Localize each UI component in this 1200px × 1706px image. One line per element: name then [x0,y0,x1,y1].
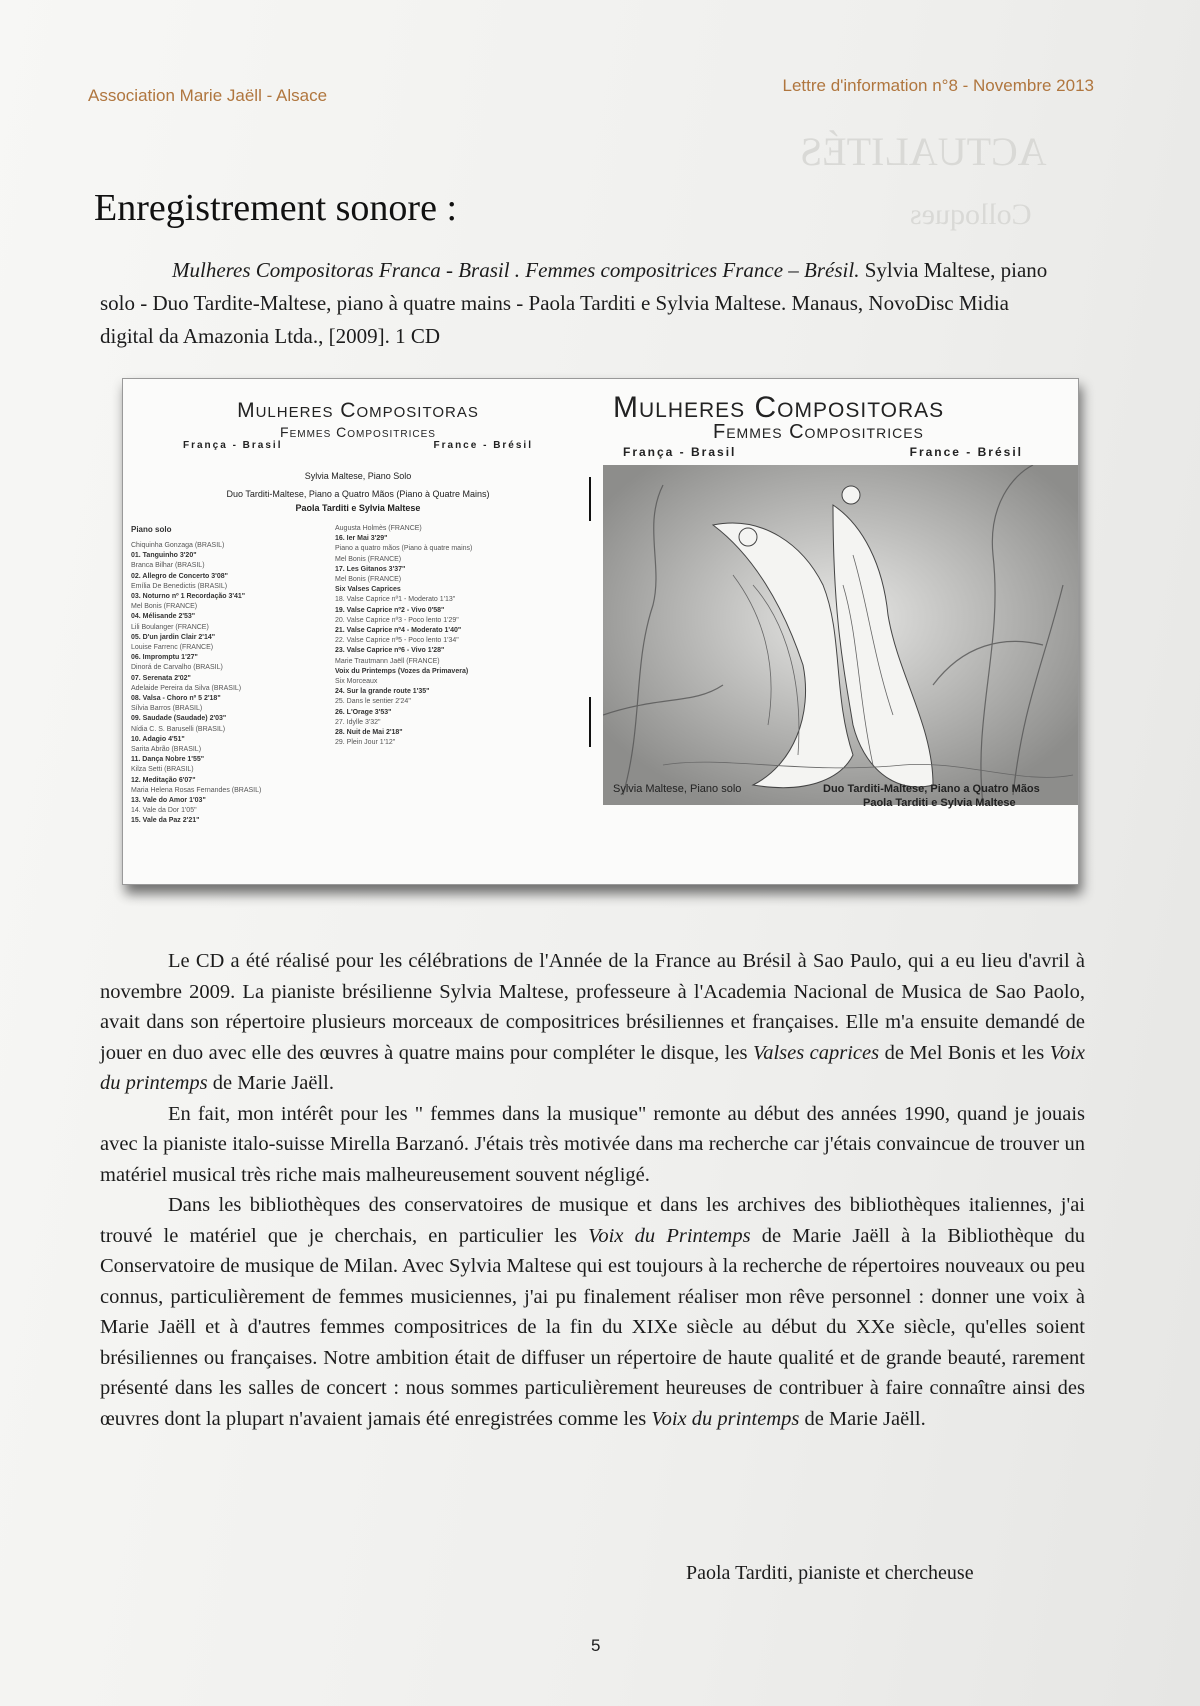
track-col2-4: Mel Bonis (FRANCE) [335,555,402,563]
para3-italic-voix-2: Voix du printemps [651,1407,800,1430]
track-col2-21: 26. L'Orage 3'53" [335,708,392,716]
fold-mark-bottom [589,697,591,747]
bleed-through-heading: ACTUALITÉS [800,129,1047,174]
front-countries [623,445,1023,459]
track-col2-18: Six Morceaux [335,678,378,686]
track-col2-13: 23. Valse Caprice nº6 - Vivo 1'28" [335,647,445,655]
track-col1-1: 01. Tanguinho 3'20" [131,552,197,560]
citation [100,254,1060,353]
track-col1-26: 14. Vale da Dor 1'05" [131,807,197,815]
front-performer-solo: Sylvia Maltese, Piano solo [613,783,742,795]
track-col1-6: Mel Bonis (FRANCE) [131,603,198,611]
track-col2-2: Piano a quatro mãos (Piano à quatre mains) [335,545,473,553]
front-title: Mulheres Compositoras [613,391,945,424]
front-subtitle: Femmes Compositrices [713,421,924,443]
track-col1-13: 07. Serenata 2'02" [131,674,191,682]
back-line-names: Paola Tarditi e Sylvia Maltese [295,503,421,513]
para3-text-c: de Marie Jaëll. [799,1407,926,1430]
back-subtitle: Femmes Compositrices [280,424,436,440]
para3-text-a: Dans les bibliothèques des conservatoires de musique et dans les archives des bibliothèques italiennes, j'ai trouvé le matériel que je cherchais, en particulier les [100,1194,1085,1247]
paragraph-3 [100,1190,1085,1434]
para1-text-a: Le CD a été réalisé pour les célébrations de l'Année de la France au Brésil à Sao Paulo, qui a eu lieu d'avril à novembre 2009. La pianiste brésilienne Sylvia Maltese, professeure à l'Academia Nacional de Musica de Sao Paolo, avait dans son répertoire plusieurs morceaux de compositrices brésiliennes et françaises. Elle m'a ensuite demandé de jouer en duo avec elle des œuvres à quatre mains pour compléter le disque, les [100,950,1085,1064]
track-col1-20: Sarita Abrão (BRASIL) [131,746,202,754]
citation-details: Sylvia Maltese, piano solo - Duo Tardite-Maltese, piano à quatre mains - Paola Tarditi e Sylvia Maltese. Manaus, NovoDisc Midia digital da Amazonia Ltda., [2009]. 1 CD [100,258,1048,348]
track-col1-9: 05. D'un jardin Clair 2'14" [131,633,216,641]
para1-italic-valses: Valses caprices [752,1041,880,1064]
track-col1-27: 15. Vale da Paz 2'21" [131,817,200,825]
track-col1-18: Nídia C. S. Baruselli (BRASIL) [131,725,226,733]
front-performer-duo: Duo Tarditi-Maltese, Piano a Quatro Mãos [823,783,1040,795]
para1-italic-voix: Voix du printemps [100,1041,1085,1094]
fold-mark-top [589,477,591,521]
track-col1-8: Lili Boulanger (FRANCE) [131,623,209,631]
track-col1-5: 03. Noturno nº 1 Recordação 3'41" [131,593,246,601]
track-col2-0: Augusta Holmès (FRANCE) [335,525,422,532]
citation-title: Mulheres Compositoras Franca - Brasil . Femmes compositrices France – Brésil. [172,258,860,282]
track-col2-17: Voix du Printemps (Vozes da Primavera) [335,667,469,675]
signature: Paola Tarditi, pianiste et chercheuse [686,1562,974,1584]
track-col1-7: 04. Mélisande 2'53" [131,613,196,621]
front-country-left: França - Brasil [623,445,737,459]
back-line-duo: Duo Tarditi-Maltese, Piano a Quatro Mãos (Piano à Quatre Mains) [226,489,490,499]
track-col2-23: 28. Nuit de Mai 2'18" [335,729,403,737]
para3-italic-voix: Voix du Printemps [588,1224,751,1247]
track-col1-15: 08. Valsa - Choro nº 5 2'18" [131,695,221,703]
track-col2-7: Six Valses Caprices [335,586,401,594]
para3-text-b: de Marie Jaëll à la Bibliothèque du Conservatoire de musique de Milan. Avec Sylvia Maltese qui est toujours à la recherche de répertoires nouveaux ou peu connus, particulièrement de femmes musiciennes, j'ai pu finalement réaliser mon rêve personnel : donner une voix à Marie Jaëll et à d'autres femmes compositrices de la fin du XIXe siècle au début du XXe siècle, qu'elles soient brésiliennes ou françaises. Notre ambition était de diffuser un répertoire de haute qualité et de grande beauté, rarement présenté dans les salles de concert : nous sommes particulièrement heureuses de contribuer à faire connaître ainsi des œuvres dont la plupart n'avaient jamais été enregistrées comme les [100,1224,1085,1430]
back-country-left: França - Brasil [183,440,283,451]
track-col2-24: 29. Plein Jour 1'12" [335,739,396,747]
track-col1-17: 09. Saudade (Saudade) 2'03" [131,715,227,723]
page-number: 5 [591,1636,601,1655]
front-performer-names: Paola Tarditi e Sylvia Maltese [863,797,1016,809]
track-col1-4: Emília De Benedictis (BRASIL) [131,582,228,590]
front-country-right: France - Brésil [909,445,1023,459]
track-col1-16: Sílvia Barros (BRASIL) [131,705,203,713]
track-col2-5: 17. Les Gitanos 3'37" [335,565,406,573]
track-col1-22: Kilza Setti (BRASIL) [131,766,194,774]
cd-cover-image [122,378,1079,885]
paragraph-1 [100,946,1085,1099]
track-col2-6: Mel Bonis (FRANCE) [335,576,402,584]
back-section-solo: Piano solo [131,525,172,534]
track-col1-14: Adelaide Pereira da Silva (BRASIL) [131,684,242,692]
paragraph-2: En fait, mon intérêt pour les " femmes dans la musique" remonte au début des années 1990, quand je jouais avec la pianiste italo-suisse Mirella Barzanó. J'étais très motivée dans ma recherche car j'étais convaincue de trouver un matériel musical très riche mais malheureusement souvent négligé. [100,1102,1085,1186]
track-col1-25: 13. Vale do Amor 1'03" [131,797,206,805]
back-line-solo: Sylvia Maltese, Piano Solo [304,471,412,481]
track-col1-10: Louise Farrenc (FRANCE) [131,644,214,652]
back-title: Mulheres Compositoras [237,399,479,422]
track-col2-22: 27. Idylle 3'32" [335,718,381,726]
track-list-col1 [131,541,261,827]
para1-text-c: de Marie Jaëll. [207,1072,334,1094]
back-country-right: France - Brésil [433,440,533,451]
track-col2-11: 21. Valse Caprice nº4 - Moderato 1'40" [335,627,462,635]
cd-front-cover [603,379,1078,884]
header-association: Association Marie Jaëll - Alsace [88,86,328,105]
track-col1-0: Chiquinha Gonzaga (BRASIL) [131,542,225,549]
back-countries [183,440,533,451]
track-list-col2 [335,524,472,748]
track-col1-3: 02. Allegro de Concerto 3'08" [131,572,228,580]
cd-back-cover [123,379,593,884]
track-col2-20: 25. Dans le sentier 2'24" [335,698,411,706]
track-col2-1: 16. Ier Mai 3'29" [335,535,388,543]
track-col2-8: 18. Valse Caprice nº1 - Moderato 1'13" [335,596,456,604]
track-col2-16: Marie Trautmann Jaëll (FRANCE) [335,657,440,665]
track-col2-19: 24. Sur la grande route 1'35" [335,688,430,696]
track-col2-12: 22. Valse Caprice nº5 - Poco lento 1'34" [335,637,459,645]
article-body [100,946,1085,1434]
track-col1-11: 06. Impromptu 1'27" [131,654,198,662]
section-title: Enregistrement sonore : [94,187,458,229]
track-col2-9: 19. Valse Caprice nº2 - Vivo 0'58" [335,606,445,614]
track-col1-2: Branca Bilhar (BRASIL) [131,562,205,570]
header-newsletter: Lettre d'information n°8 - Novembre 2013 [782,76,1094,95]
track-col1-19: 10. Adagio 4'51" [131,735,185,743]
bleed-through-subheading: Colloques [910,198,1032,231]
track-col1-23: 12. Meditação 6'07" [131,776,196,784]
track-col1-12: Dinorá de Carvalho (BRASIL) [131,664,223,672]
track-col1-21: 11. Dança Nobre 1'55" [131,756,205,764]
track-col1-24: Maria Helena Rosas Fernandes (BRASIL) [131,786,262,794]
track-col2-10: 20. Valse Caprice nº3 - Poco lento 1'29" [335,616,459,624]
dancing-women-illustration [603,465,1078,805]
para1-text-b: de Mel Bonis et les [879,1041,1050,1064]
